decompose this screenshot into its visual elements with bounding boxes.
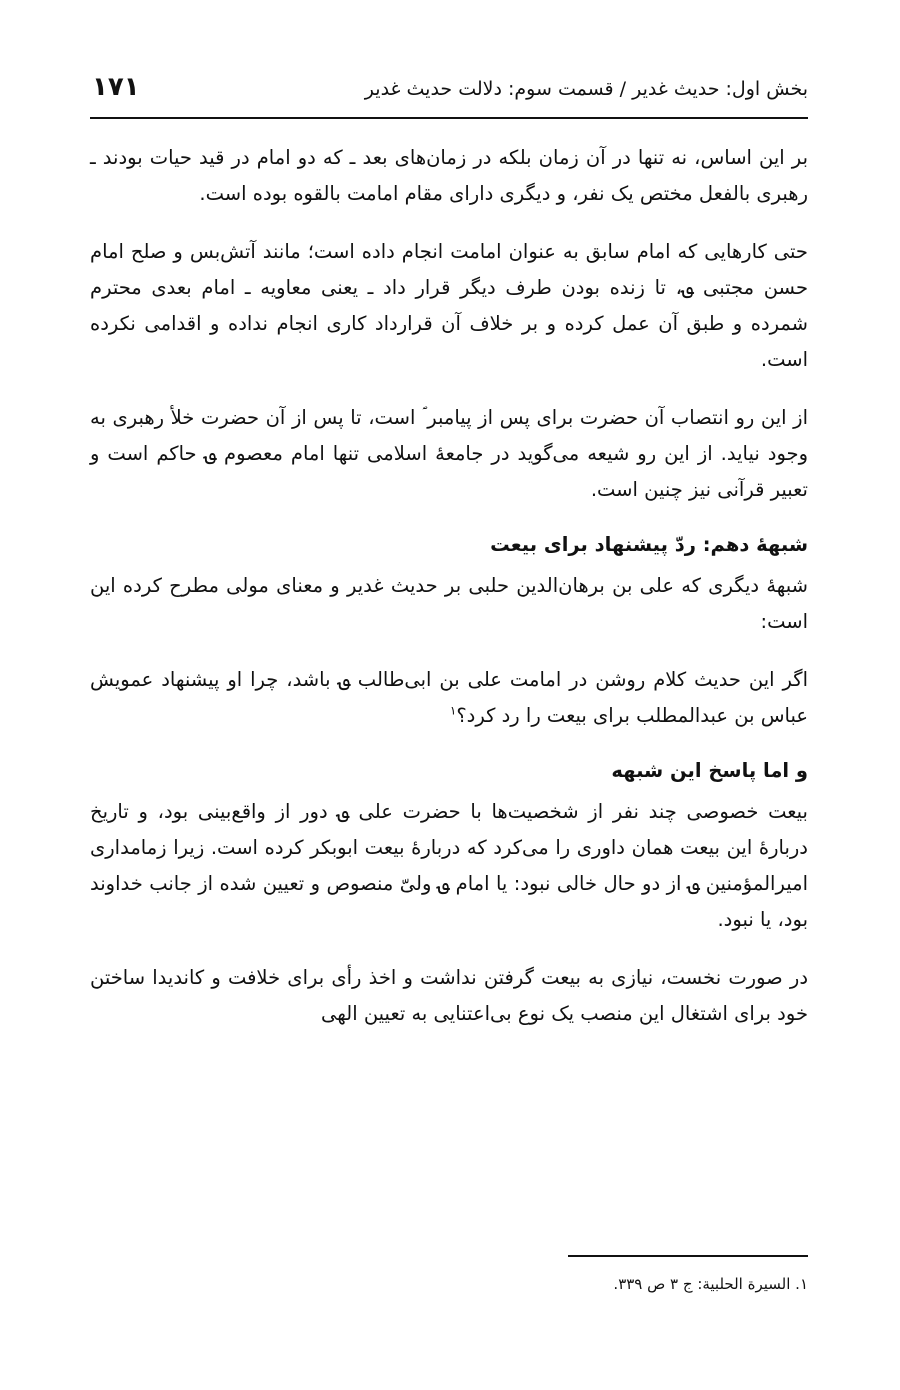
body-paragraph: بیعت خصوصی چند نفر از شخصیت‌ها با حضرت علی ؈ دور از واقع‌بینی بود، و تاریخ دربارهٔ این بیعت همان داوری را می‌کرد که دربارهٔ بیعت ابوبکر کرده است. زیرا زمامداری امیرالمؤمنین ؈ از دو حال خالی نبود: یا امام ؈ ولیّ منصوص و تعیین شده از جانب خداوند بود، یا نبود.: [90, 800, 808, 931]
running-header: [90, 66, 808, 114]
quoted-objection: [90, 662, 808, 734]
section-heading: شبههٔ دهم: ردّ پیشنهاد برای بیعت: [490, 533, 808, 556]
body-paragraph: بر این اساس، نه تنها در آن زمان بلکه در زمان‌های بعد ـ که دو امام در قید حیات بودند ـ رهبری بالفعل مختص یک نفر، و دیگری دارای مقام امامت بالقوه بوده است.: [90, 146, 808, 205]
page-body: [90, 140, 808, 1054]
book-page: [90, 0, 808, 1390]
body-paragraph: در صورت نخست، نیازی به بیعت گرفتن نداشت و اخذ رأی برای خلافت و کاندیدا ساختن خود برای اشتغال این منصب یک نوع بی‌اعتنایی به تعیین الهی: [90, 966, 808, 1025]
header-divider: [90, 117, 808, 119]
section-heading: و اما پاسخ این شبهه: [611, 759, 808, 782]
quoted-objection-text: اگر این حدیث کلام روشن در امامت علی بن ابی‌طالب ؈ باشد، چرا او پیشنهاد عمویش عباس بن عبدالمطلب برای بیعت را رد کرد؟: [90, 668, 808, 727]
footnote: ۱. السیرة الحلبیة: ج ۳ ص ۳۳۹.: [613, 1275, 808, 1293]
body-paragraph: شبههٔ دیگری که علی بن برهان‌الدین حلبی بر حدیث غدیر و معنای مولی مطرح کرده این است:: [90, 574, 808, 633]
footnote-divider: [568, 1255, 808, 1257]
body-paragraph: حتی کارهایی که امام سابق به عنوان امامت انجام داده است؛ مانند آتش‌بس و صلح امام حسن مجتبی ؈، تا زنده بودن طرف دیگر قرار داد ـ یعنی معاویه ـ امام بعدی محترم شمرده و طبق آن عمل کرده و بر خلاف آن قرارداد کاری انجام نداده و اقدامی نکرده است.: [90, 240, 808, 371]
footnote-reference[interactable]: ۱: [449, 703, 457, 718]
header-title: بخش اول: حدیث غدیر / قسمت سوم: دلالت حدیث غدیر: [364, 78, 808, 100]
body-paragraph: از این رو انتصاب آن حضرت برای پس از پیامبر ؐ است، تا پس از آن حضرت خلأ رهبری به وجود نیاید. از این رو شیعه می‌گوید در جامعهٔ اسلامی تنها امام معصوم ؈ حاکم است و تعبیر قرآنی نیز چنین است.: [90, 406, 808, 501]
page-number: ۱۷۱: [92, 72, 140, 102]
